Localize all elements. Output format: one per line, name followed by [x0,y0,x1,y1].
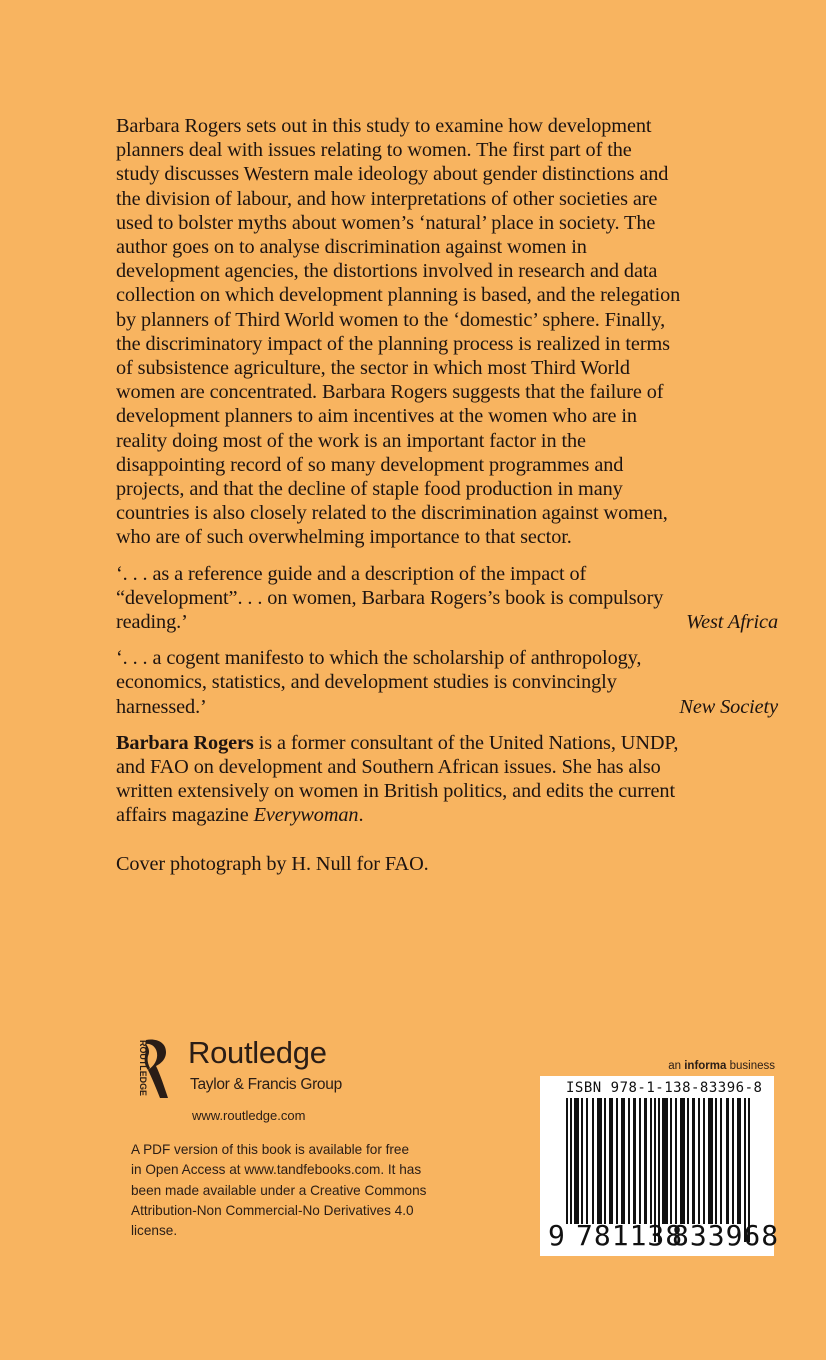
magazine-title: Everywoman [253,804,359,827]
description-line: who are of such overwhelming importance to that sector. [116,526,572,549]
oa-line: in Open Access at www.tandfebooks.com. It has [131,1162,422,1178]
bio-line: and FAO on development and Southern African issues. She has also [116,756,661,779]
description-line: study discusses Western male ideology about gender distinctions and [116,163,669,186]
bio-line: Barbara Rogers is a former consultant of the United Nations, UNDP, [116,731,679,754]
publisher-group: Taylor & Francis Group [190,1076,342,1093]
author-name: Barbara Rogers [116,731,254,754]
description-line: development agencies, the distortions involved in research and data [116,260,658,283]
barcode-digit-first: 9 [548,1219,565,1252]
svg-text:ROUTLEDGE: ROUTLEDGE [137,1040,148,1100]
isbn-label: ISBN 978-1-138-83396-8 [566,1080,763,1096]
publisher-url[interactable]: www.routledge.com [192,1108,306,1123]
quote-last-row [116,695,778,719]
quote-source: New Society [679,695,778,718]
description-line: countries is also closely related to the discrimination against women, [116,502,668,525]
description-line: disappointing record of so many development programmes and [116,453,624,476]
description-line: Barbara Rogers sets out in this study to examine how development [116,115,652,137]
quote-line: harnessed.’ [116,695,207,718]
open-access-note [131,1140,491,1241]
quote-line: ‘. . . as a reference guide and a description of the impact of [116,562,587,585]
informa-brand: informa [684,1060,727,1072]
description-line: development planners to aim incentives at the women who are in [116,405,637,428]
publisher-logo-block [130,1034,390,1124]
description-line: women are concentrated. Barbara Rogers suggests that the failure of [116,381,664,404]
informa-tagline: an informa business [668,1060,775,1072]
barcode-digits-left: 781138 [576,1219,684,1252]
review-quote-new-society [116,646,778,719]
quote-line: reading.’ [116,611,188,634]
description-line: projects, and that the decline of staple food production in many [116,478,623,501]
isbn-barcode [540,1076,780,1256]
oa-line: Attribution-Non Commercial-No Derivatives 4.0 [131,1202,414,1218]
bio-line: affairs magazine Everywoman. [116,804,364,827]
description-line: the discriminatory impact of the planning process is realized in terms [116,332,670,355]
publisher-name: Routledge [188,1035,327,1070]
oa-line: A PDF version of this book is available for free [131,1142,410,1157]
description-line: the division of labour, and how interpretations of other societies are [116,187,658,210]
quote-line: ‘. . . a cogent manifesto to which the scholarship of anthropology, [116,647,642,670]
bio-line: written extensively on women in British politics, and edits the current [116,780,675,803]
barcode-digits-right: 833968 [672,1219,780,1252]
description-line: used to bolster myths about women’s ‘natural’ place in society. The [116,211,656,234]
quote-last-row [116,610,778,634]
description-line: collection on which development planning is based, and the relegation [116,284,681,307]
quote-line: economics, statistics, and development studies is convincingly [116,671,617,694]
author-bio [116,731,778,828]
description-line: author goes on to analyse discrimination against women in [116,236,587,259]
book-description [116,114,778,550]
quote-line: “development”. . . on women, Barbara Rogers’s book is compulsory [116,586,664,609]
routledge-logo-icon [130,1038,170,1100]
oa-line: license. [131,1223,178,1239]
description-line: reality doing most of the work is an important factor in the [116,429,586,452]
quote-source: West Africa [686,611,778,634]
back-cover-text [116,114,778,876]
cover-credit: Cover photograph by H. Null for FAO. [116,852,429,875]
review-quote-west-africa [116,562,778,635]
oa-line: been made available under a Creative Commons [131,1182,427,1198]
description-line: by planners of Third World women to the ‘domestic’ sphere. Finally, [116,308,666,331]
description-line: of subsistence agriculture, the sector in which most Third World [116,357,630,380]
description-line: planners deal with issues relating to women. The first part of the [116,139,632,162]
